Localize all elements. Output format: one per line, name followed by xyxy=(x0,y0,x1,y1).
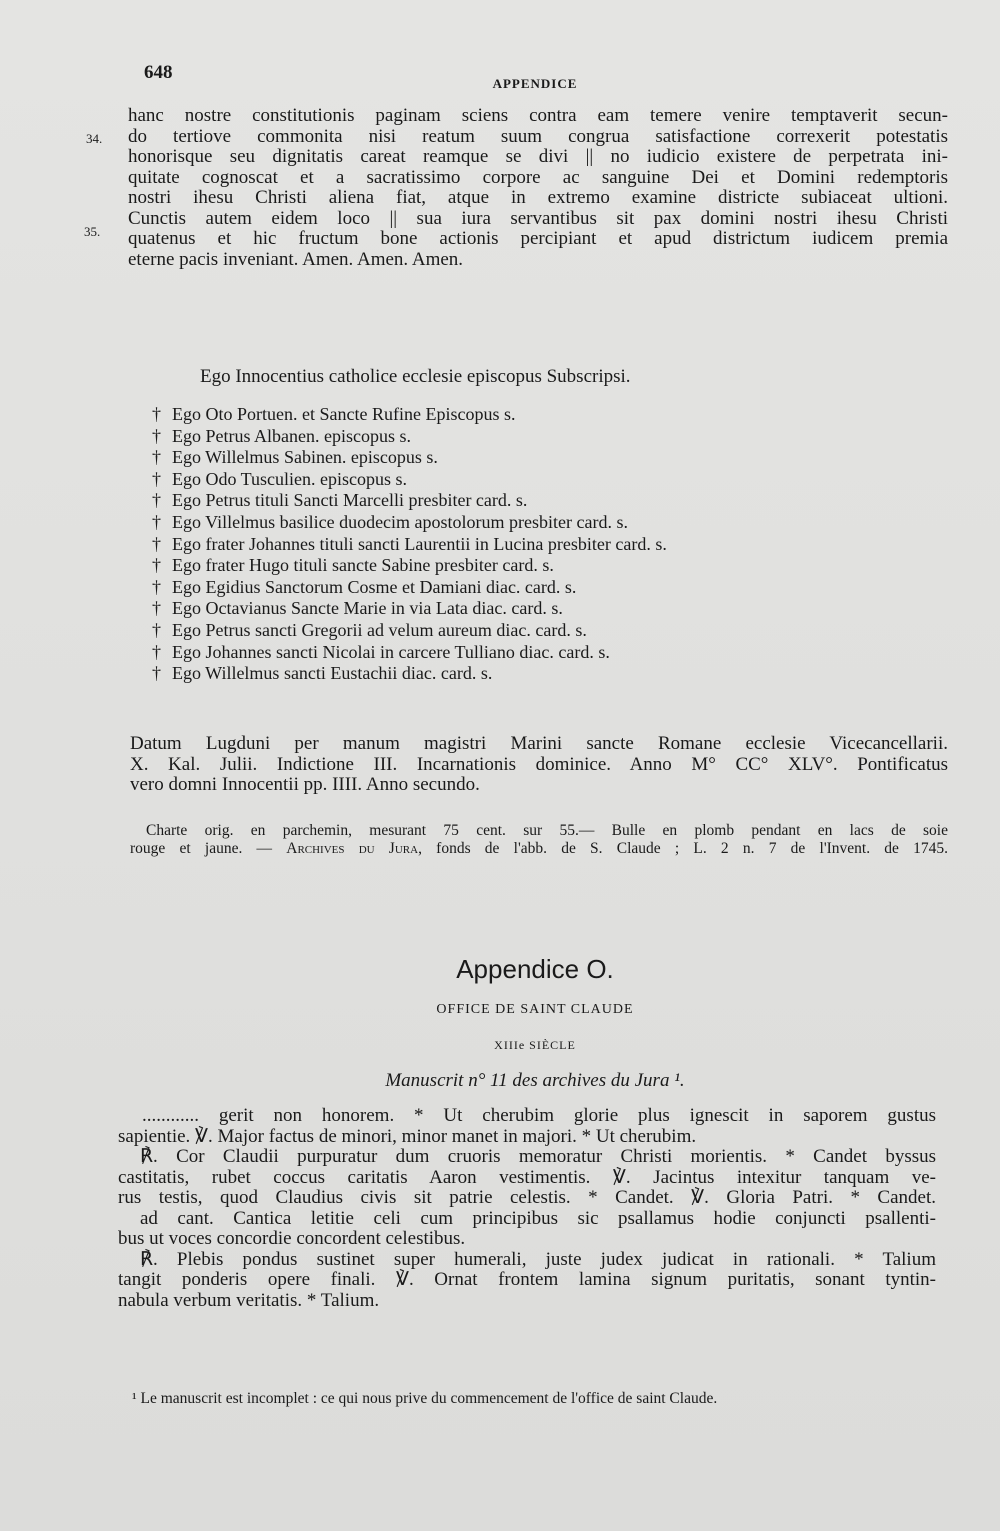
signature-entry: † Ego Petrus tituli Sancti Marcelli presbiter card. s. xyxy=(152,490,528,511)
datum-block xyxy=(130,734,948,796)
cross-mark: † xyxy=(152,511,161,532)
text-line: quatenus et hic fructum bone actionis percipiant et apud districtum iudicem premia xyxy=(128,228,948,249)
signature-entry: † Ego Johannes sancti Nicolai in carcere Tulliano diac. card. s. xyxy=(152,641,610,662)
signature-entry: † Ego Villelmus basilice duodecim apostolorum presbiter card. s. xyxy=(152,511,628,532)
cross-mark: † xyxy=(152,555,161,576)
cross-mark: † xyxy=(152,425,161,446)
charter-note xyxy=(130,822,948,858)
cross-mark: † xyxy=(152,447,161,468)
signature-entry: † Ego frater Hugo tituli sancte Sabine presbiter card. s. xyxy=(152,555,554,576)
signature-list xyxy=(152,404,667,685)
text-line: nostri ihesu Christi aliena fiat, atque in extremo examine districte subiaceat ultioni. xyxy=(128,187,948,208)
text-line: ad cant. Cantica letitie celi cum principibus sic psallamus hodie conjuncti psallenti- xyxy=(140,1207,936,1229)
cross-mark: † xyxy=(152,619,161,640)
text-line: X. Kal. Julii. Indictione III. Incarnationis dominice. Anno M° CC° XLV°. Pontificatus xyxy=(130,753,948,775)
margin-number: 35. xyxy=(84,224,101,239)
cross-mark: † xyxy=(152,533,161,554)
cross-mark: † xyxy=(152,490,161,511)
text-line: castitatis, rubet coccus caritatis Aaron vestimentis. ℣. Jacintus intexitur tanquam ve- xyxy=(118,1166,936,1188)
signature-entry: † Ego Egidius Sanctorum Cosme et Damiani diac. card. s. xyxy=(152,576,577,597)
page-number: 648 xyxy=(144,62,173,83)
text-line: hanc nostre constitutionis paginam sciens contra eam temere venire temptaverit secun- xyxy=(128,105,948,126)
signature-entry: † Ego Willelmus sancti Eustachii diac. card. s. xyxy=(152,663,493,684)
cross-mark: † xyxy=(152,598,161,619)
appendix-century: XIIIe SIÈCLE xyxy=(494,1038,576,1052)
signature-entry: † Ego Petrus Albanen. episcopus s. xyxy=(152,425,411,446)
text-line: ............ gerit non honorem. * Ut cherubim glorie plus ignescit in saporem gustus xyxy=(142,1105,936,1126)
archive-name: Archives du Jura xyxy=(286,840,419,857)
cross-mark: † xyxy=(152,404,161,424)
signature-heading: Ego Innocentius catholice ecclesie episcopus Subscripsi. xyxy=(200,366,631,387)
note-line: rouge et jaune. — Archives du Jura, fonds de l'abb. de S. Claude ; L. 2 n. 7 de l'Invent. de 1745. xyxy=(130,840,949,857)
running-title: APPENDICE xyxy=(492,76,578,91)
cross-mark: † xyxy=(152,576,161,597)
signature-entry: † Ego Willelmus Sabinen. episcopus s. xyxy=(152,447,438,468)
text-line: nabula verbum veritatis. * Talium. xyxy=(118,1289,380,1311)
text-line: sapientie. ℣. Major factus de minori, minor manet in majori. * Ut cherubim. xyxy=(118,1125,697,1147)
appendix-subtitle: OFFICE DE SAINT CLAUDE xyxy=(436,1002,634,1017)
cross-mark: † xyxy=(152,468,161,489)
note-line: Charte orig. en parchemin, mesurant 75 cent. sur 55.— Bulle en plomb pendant en lacs de soie xyxy=(146,822,948,839)
text-line: vero domni Innocentii pp. IIII. Anno secundo. xyxy=(130,774,480,795)
text-line: honorisque seu dignitatis careat reamque se divi || no iudicio existere de perpetrata ini- xyxy=(128,146,948,167)
signature-entry: † Ego Octavianus Sancte Marie in via Lata diac. card. s. xyxy=(152,598,563,619)
text-line: Cunctis autem eidem loco || sua iura servantibus sit pax domini nostri ihesu Christi xyxy=(128,207,948,229)
text-line: Datum Lugduni per manum magistri Marini sancte Romane ecclesie Vicecancellarii. xyxy=(130,733,948,754)
appendix-title: Appendice O. xyxy=(456,954,614,984)
text-line: quitate cognoscat et a sacratissimo corpore ac sanguine Dei et Domini redemptoris xyxy=(128,166,948,188)
signature-entry: † Ego frater Johannes tituli sancti Laurentii in Lucina presbiter card. s. xyxy=(152,533,667,554)
signature-entry: † Ego Odo Tusculien. episcopus s. xyxy=(152,468,408,489)
cross-mark: † xyxy=(152,641,161,662)
text-line: ℟. Plebis pondus sustinet super humerali, juste judex judicat in rationali. * Talium xyxy=(140,1248,936,1270)
signature-entry: † Ego Oto Portuen. et Sancte Rufine Episcopus s. xyxy=(152,404,516,424)
signature-entry: † Ego Petrus sancti Gregorii ad velum aureum diac. card. s. xyxy=(152,619,587,640)
text-line: ℟. Cor Claudii purpuratur dum cruoris memoratur Christi morientis. * Candet byssus xyxy=(140,1146,936,1167)
footnote: ¹ Le manuscrit est incomplet : ce qui nous prive du commencement de l'office de saint Claude. xyxy=(132,1390,718,1407)
office-text-block xyxy=(118,1106,936,1311)
text-line: rus testis, quod Claudius civis sit patrie celestis. * Candet. ℣. Gloria Patri. * Candet. xyxy=(118,1187,936,1208)
cross-mark: † xyxy=(152,663,161,684)
text-line: do tertiove commonita nisi reatum suum congrua satisfactione correxerit potestatis 34. xyxy=(128,127,948,148)
text-line: eterne pacis inveniant. Amen. Amen. Amen. xyxy=(128,248,464,270)
manuscript-reference: Manuscrit n° 11 des archives du Jura ¹. xyxy=(385,1070,685,1091)
margin-number: 34. xyxy=(86,130,103,146)
text-line: tangit ponderis opere finali. ℣. Ornat frontem lamina signum puritatis, sonant tyntin- xyxy=(118,1269,936,1290)
text-line: bus ut voces concordie concordent celestibus. xyxy=(118,1228,466,1249)
